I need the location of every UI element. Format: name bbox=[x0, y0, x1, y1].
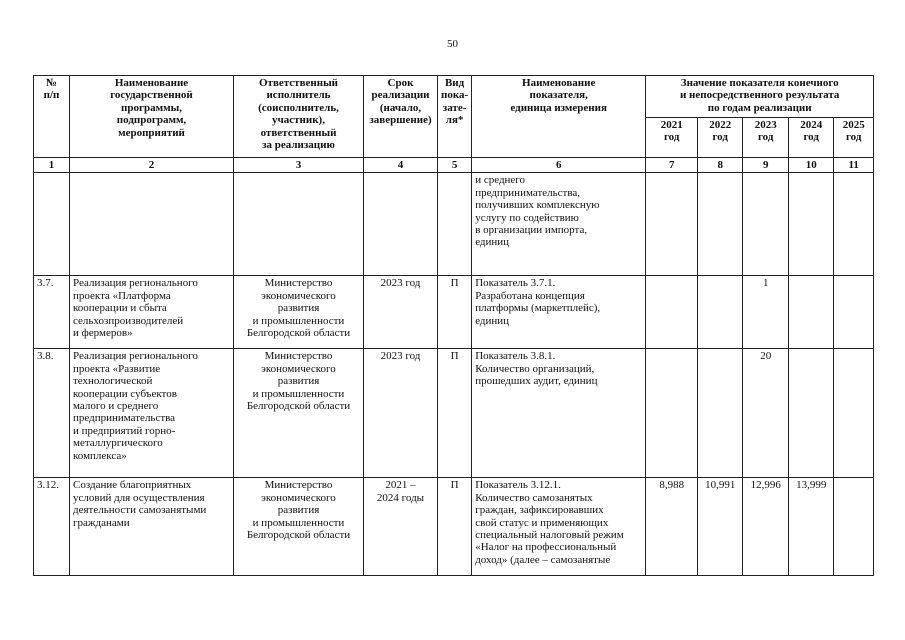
row-term: 2023 год bbox=[364, 276, 438, 349]
program-indicators-table bbox=[33, 75, 874, 576]
row-responsible: Министерство экономического развития и промышленности Белгородской области bbox=[234, 478, 364, 576]
page-number: 50 bbox=[447, 38, 458, 50]
row-type: П bbox=[438, 478, 472, 576]
header-year-2025: 2025 год bbox=[834, 118, 874, 158]
header-values-title: Значение показателя конечного и непосредственного результата по годам реализации bbox=[646, 76, 874, 118]
row-value-2021 bbox=[646, 173, 698, 276]
row-num: 3.8. bbox=[34, 349, 70, 478]
column-number: 6 bbox=[472, 158, 646, 173]
row-name bbox=[70, 173, 234, 276]
row-responsible: Министерство экономического развития и промышленности Белгородской области bbox=[234, 349, 364, 478]
row-name: Реализация регионального проекта «Развитие технологической кооперации субъектов малого и среднего предпринимательства и предприятий горно- металлургического комплекса» bbox=[70, 349, 234, 478]
row-num: 3.12. bbox=[34, 478, 70, 576]
row-type bbox=[438, 173, 472, 276]
row-responsible bbox=[234, 173, 364, 276]
row-indicator: Показатель 3.12.1. Количество самозанятых граждан, зафиксировавших свой статус и применяющих специальный налоговый режим «Налог на профессиональный доход» (далее – самозанятые bbox=[472, 478, 646, 576]
row-value-2022 bbox=[698, 349, 743, 478]
column-number: 2 bbox=[70, 158, 234, 173]
row-value-2025 bbox=[834, 478, 874, 576]
row-type: П bbox=[438, 276, 472, 349]
row-term bbox=[364, 173, 438, 276]
column-number: 11 bbox=[834, 158, 874, 173]
column-number-row bbox=[34, 158, 874, 173]
header-type: Вид пока- зате- ля* bbox=[438, 76, 472, 158]
header-year-2023: 2023 год bbox=[743, 118, 789, 158]
row-value-2024: 13,999 bbox=[789, 478, 834, 576]
row-indicator: Показатель 3.7.1. Разработана концепция платформы (маркетплейс), единиц bbox=[472, 276, 646, 349]
row-value-2025 bbox=[834, 173, 874, 276]
row-term: 2023 год bbox=[364, 349, 438, 478]
row-name: Реализация регионального проекта «Платформа кооперации и сбыта сельхозпроизводителей и фермеров» bbox=[70, 276, 234, 349]
row-value-2022 bbox=[698, 173, 743, 276]
row-num bbox=[34, 173, 70, 276]
column-number: 9 bbox=[743, 158, 789, 173]
row-indicator: Показатель 3.8.1. Количество организаций, прошедших аудит, единиц bbox=[472, 349, 646, 478]
header-name: Наименование государственной программы, подпрограмм, мероприятий bbox=[70, 76, 234, 158]
row-indicator: и среднего предпринимательства, получивших комплексную услугу по содействию в организации импорта, единиц bbox=[472, 173, 646, 276]
row-value-2024 bbox=[789, 349, 834, 478]
column-number: 8 bbox=[698, 158, 743, 173]
column-number: 7 bbox=[646, 158, 698, 173]
table-row bbox=[34, 349, 874, 478]
row-value-2023: 1 bbox=[743, 276, 789, 349]
header-year-2024: 2024 год bbox=[789, 118, 834, 158]
header-num: № п/п bbox=[34, 76, 70, 158]
row-type: П bbox=[438, 349, 472, 478]
row-value-2023 bbox=[743, 173, 789, 276]
row-value-2024 bbox=[789, 276, 834, 349]
row-name: Создание благоприятных условий для осуществления деятельности самозанятыми гражданами bbox=[70, 478, 234, 576]
row-value-2021 bbox=[646, 276, 698, 349]
header-indicator: Наименование показателя, единица измерения bbox=[472, 76, 646, 158]
row-value-2025 bbox=[834, 276, 874, 349]
row-responsible: Министерство экономического развития и промышленности Белгородской области bbox=[234, 276, 364, 349]
column-number: 10 bbox=[789, 158, 834, 173]
row-value-2021: 8,988 bbox=[646, 478, 698, 576]
row-value-2025 bbox=[834, 349, 874, 478]
column-number: 3 bbox=[234, 158, 364, 173]
header-responsible: Ответственный исполнитель (соисполнитель, участник), ответственный за реализацию bbox=[234, 76, 364, 158]
header-term: Срок реализации (начало, завершение) bbox=[364, 76, 438, 158]
row-value-2022 bbox=[698, 276, 743, 349]
header-year-2022: 2022 год bbox=[698, 118, 743, 158]
row-value-2024 bbox=[789, 173, 834, 276]
column-number: 1 bbox=[34, 158, 70, 173]
row-num: 3.7. bbox=[34, 276, 70, 349]
table-row bbox=[34, 276, 874, 349]
header-year-2021: 2021 год bbox=[646, 118, 698, 158]
row-term: 2021 – 2024 годы bbox=[364, 478, 438, 576]
row-value-2023: 20 bbox=[743, 349, 789, 478]
column-number: 5 bbox=[438, 158, 472, 173]
table-row bbox=[34, 478, 874, 576]
row-value-2022: 10,991 bbox=[698, 478, 743, 576]
row-value-2023: 12,996 bbox=[743, 478, 789, 576]
row-value-2021 bbox=[646, 349, 698, 478]
table-row bbox=[34, 173, 874, 276]
column-number: 4 bbox=[364, 158, 438, 173]
